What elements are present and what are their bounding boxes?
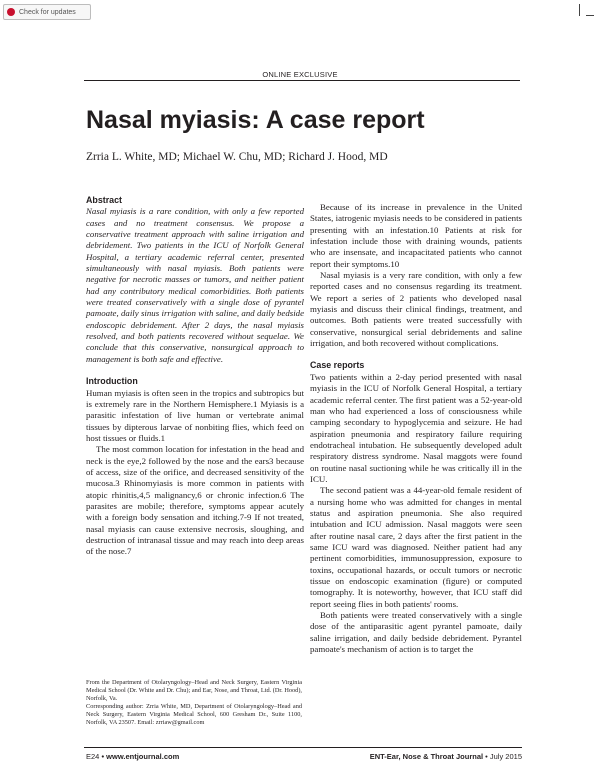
section-label: ONLINE EXCLUSIVE (262, 70, 338, 79)
article-title: Nasal myiasis: A case report (86, 106, 425, 134)
issue-date: July 2015 (489, 752, 522, 761)
case-reports-heading: Case reports (310, 360, 365, 371)
page-number: E24 (86, 752, 100, 761)
right-column (310, 202, 522, 655)
footer-rule (84, 747, 522, 748)
intro-paragraph: Because of its increase in prevalence in the United States, iatrogenic myiasis needs to be considered in patients presenting with an infestation.10 Patients at risk for infestation include those with draining wounds, patients who are insensate, and incapacitated patients who cannot report their symptoms.10 (310, 202, 522, 269)
case-paragraph: Two patients within a 2-day period presented with nasal myiasis in the ICU of Norfolk General Hospital, a tertiary academic referral center. The first patient was a 52-year-old man who had experienced a loss of consciousness while camping secondary to hypoglycemia and seizure. He had aspiration pneumonia and respiratory failure requiring endotracheal intubation. He subsequently developed adult respiratory distress syndrome. Nasal maggots were found on routine nasal suctioning while he was critically ill in the ICU. (310, 371, 522, 484)
check-for-updates-badge[interactable] (3, 4, 91, 20)
abstract-text: Nasal myiasis is a rare condition, with only a few reported cases and no treatment consensus. We propose a conservative treatment approach with saline irrigation and debridement. Two patients in the ICU of Norfolk General Hospital, a tertiary academic referral center, presented simultaneously with nasal myiasis. Both patients were negative for necrotic masses or tumors, and neither patient had any contributory medical comorbidities. Both patients were treated conservatively with a single dose of pyrantel pamoate, daily sinus irrigation with saline, and daily bedside endoscopic debridement. After 2 days, the nasal myiasis resolved, and both patients recovered without sequelae. We conclude that this conservative, nonsurgical approach to management is both safe and effective. (86, 206, 304, 364)
abstract-heading: Abstract (86, 195, 123, 205)
intro-paragraph: Nasal myiasis is a very rare condition, with only a few reported cases and no consensus regarding its treatment. We report a series of 2 patients who developed nasal myiasis and discuss their clinical findings, treatment, and outcomes. Both patients were treated successfully with conservative, nonsurgical serial debridements and saline irrigation, and both recovered without complications. (310, 270, 522, 349)
correspondence-text: Corresponding author: Zrria White, MD, Department of Otolaryngology–Head and Neck Surgery, Eastern Virginia Medical School, 600 Gresham Dr., Suite 1100, Norfolk, VA 23507. Email: zrriaw@gmail.com (86, 702, 302, 726)
journal-name: ENT-Ear, Nose & Throat Journal (369, 752, 484, 761)
case-paragraph: Both patients were treated conservatively with a single dose of the antiparasitic agent pyrantel pamoate, daily saline irrigation, and daily bedside debridement. Pyrantel pamoate's mechanism of action is to target the (310, 610, 522, 655)
badge-label: Check for updates (19, 8, 76, 16)
footer-right: ENT-Ear, Nose & Throat Journal • July 2015 (369, 752, 522, 761)
affiliation-footnote (86, 679, 302, 726)
intro-paragraph: Human myiasis is often seen in the tropics and subtropics but is extremely rare in the Northern Hemisphere.1 Myiasis is a parasitic infestation of live human or vertebrate animal tissues by dipterous larvae of nonbiting flies, which feed on host tissues or fluids.1 (86, 387, 304, 443)
left-column (86, 195, 304, 558)
journal-website-link[interactable]: www.entjournal.com (106, 752, 180, 761)
crop-mark (586, 15, 594, 16)
updates-icon (7, 8, 15, 16)
case-paragraph: The second patient was a 44-year-old female resident of a nursing home who was admitted for changes in mental status and aspiration pneumonia. She also required intubation and ICU admission. Nasal maggots were seen after routine nasal care, 2 days after the first patient in the same ICU ward was diagnosed. Neither patient had any pertinent comorbidities, immunosuppression, exposure to toxins, occupational hazards, or occult tumors or necrotic tissue on endoscopic examination (figure) or computed tomography. It is noteworthy, however, that ICU staff did report seeing flies in both patients' rooms. (310, 485, 522, 609)
header-rule (84, 80, 520, 81)
intro-paragraph: The most common location for infestation in the head and neck is the eye,2 followed by the nose and the ears3 because of access, size of the orifice, and decreased sensitivity of the mucosa.3 Rhinomyiasis is more common in patients with atopic rhinitis,4,5 malignancy,6 or chronic infection.6 The parasites are mobile; therefore, symptoms appear acutely with a foreign body sensation and itching.7-9 If not treated, nasal myiasis can cause extensive necrosis, sloughing, and destruction of intranasal tissue and may reach into deep areas of the nose.7 (86, 444, 304, 557)
crop-mark (579, 4, 586, 16)
affiliation-text: From the Department of Otolaryngology–Head and Neck Surgery, Eastern Virginia Medical School (Dr. White and Dr. Chu); and Ear, Nose, and Throat, Ltd. (Dr. Hood), Norfolk, Va. (86, 679, 302, 702)
footer-left: E24 • www.entjournal.com (86, 752, 180, 761)
introduction-heading: Introduction (86, 376, 138, 387)
article-authors: Zrria L. White, MD; Michael W. Chu, MD; Richard J. Hood, MD (86, 151, 388, 163)
